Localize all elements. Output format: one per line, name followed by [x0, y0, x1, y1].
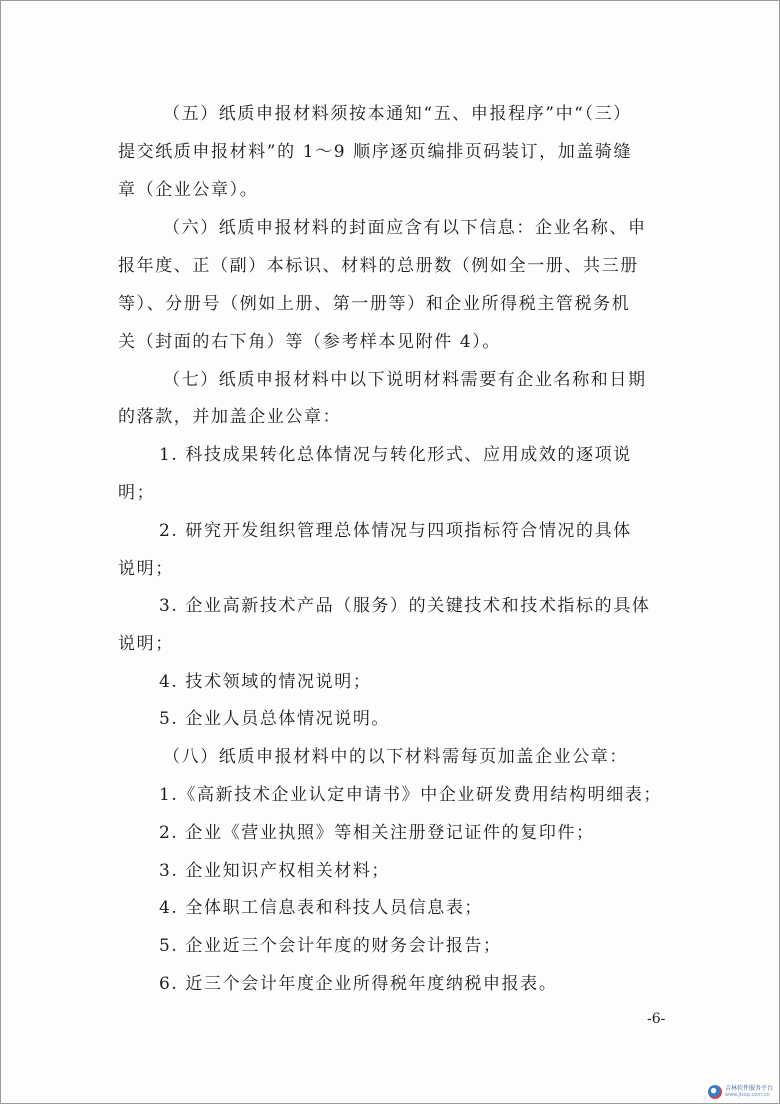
list-7-item-3-line-2: 说明；: [118, 634, 174, 654]
list-7-item-4: 4. 技术领域的情况说明；: [159, 672, 372, 692]
watermark-line-1: 吉林软件服务平台: [724, 1085, 773, 1092]
page-number: -6-: [647, 1011, 666, 1027]
list-7-item-3-line-1: 3. 企业高新技术产品（服务）的关键技术和技术指标的具体: [159, 596, 651, 616]
paragraph-6-line-4: 关（封面的右下角）等（参考样本见附件 4）。: [118, 332, 501, 352]
list-8-item-1: 1.《高新技术企业认定申请书》中企业研发费用结构明细表；: [159, 785, 663, 805]
watermark-line-2: www.jlsxp.com.cn: [724, 1092, 770, 1098]
list-7-item-5: 5. 企业人员总体情况说明。: [159, 709, 391, 729]
list-8-item-6: 6. 近三个会计年度企业所得税年度纳税申报表。: [159, 974, 558, 994]
paragraph-5-line-2: 提交纸质申报材料”的 1～9 顺序逐页编排页码装订，加盖骑缝: [118, 142, 633, 162]
paragraph-6-line-1: （六）纸质申报材料的封面应含有以下信息：企业名称、申: [163, 218, 647, 238]
paragraph-7-line-1: （七）纸质申报材料中以下说明材料需要有企业名称和日期: [163, 370, 647, 390]
paragraph-5-line-1: （五）纸质申报材料须按本通知“五、申报程序”中“（三）: [163, 104, 632, 124]
paragraph-8-line-1: （八）纸质申报材料中的以下材料需每页加盖企业公章：: [163, 747, 628, 767]
list-8-item-2: 2. 企业《营业执照》等相关注册登记证件的复印件；: [159, 823, 595, 843]
watermark-logo-icon: [708, 1085, 722, 1099]
list-8-item-3: 3. 企业知识产权相关材料；: [159, 861, 391, 881]
list-7-item-1-line-2: 明；: [118, 483, 156, 503]
list-8-item-4: 4. 全体职工信息表和科技人员信息表；: [159, 898, 484, 918]
watermark-text: [725, 1085, 773, 1099]
list-7-item-2-line-1: 2. 研究开发组织管理总体情况与四项指标符合情况的具体: [159, 521, 632, 541]
paragraph-7-line-2: 的落款，并加盖企业公章：: [118, 407, 342, 427]
list-7-item-2-line-2: 说明；: [118, 559, 174, 579]
list-8-item-5: 5. 企业近三个会计年度的财务会计报告；: [159, 936, 502, 956]
paragraph-6-line-3: 等）、分册号（例如上册、第一册等）和企业所得税主管税务机: [118, 294, 631, 314]
paragraph-6-line-2: 报年度、正（副）本标识、材料的总册数（例如全一册、共三册: [118, 256, 639, 276]
watermark: [708, 1085, 773, 1099]
paragraph-5-line-3: 章（企业公章）。: [118, 180, 259, 200]
list-7-item-1-line-1: 1. 科技成果转化总体情况与转化形式、应用成效的逐项说: [159, 445, 632, 465]
